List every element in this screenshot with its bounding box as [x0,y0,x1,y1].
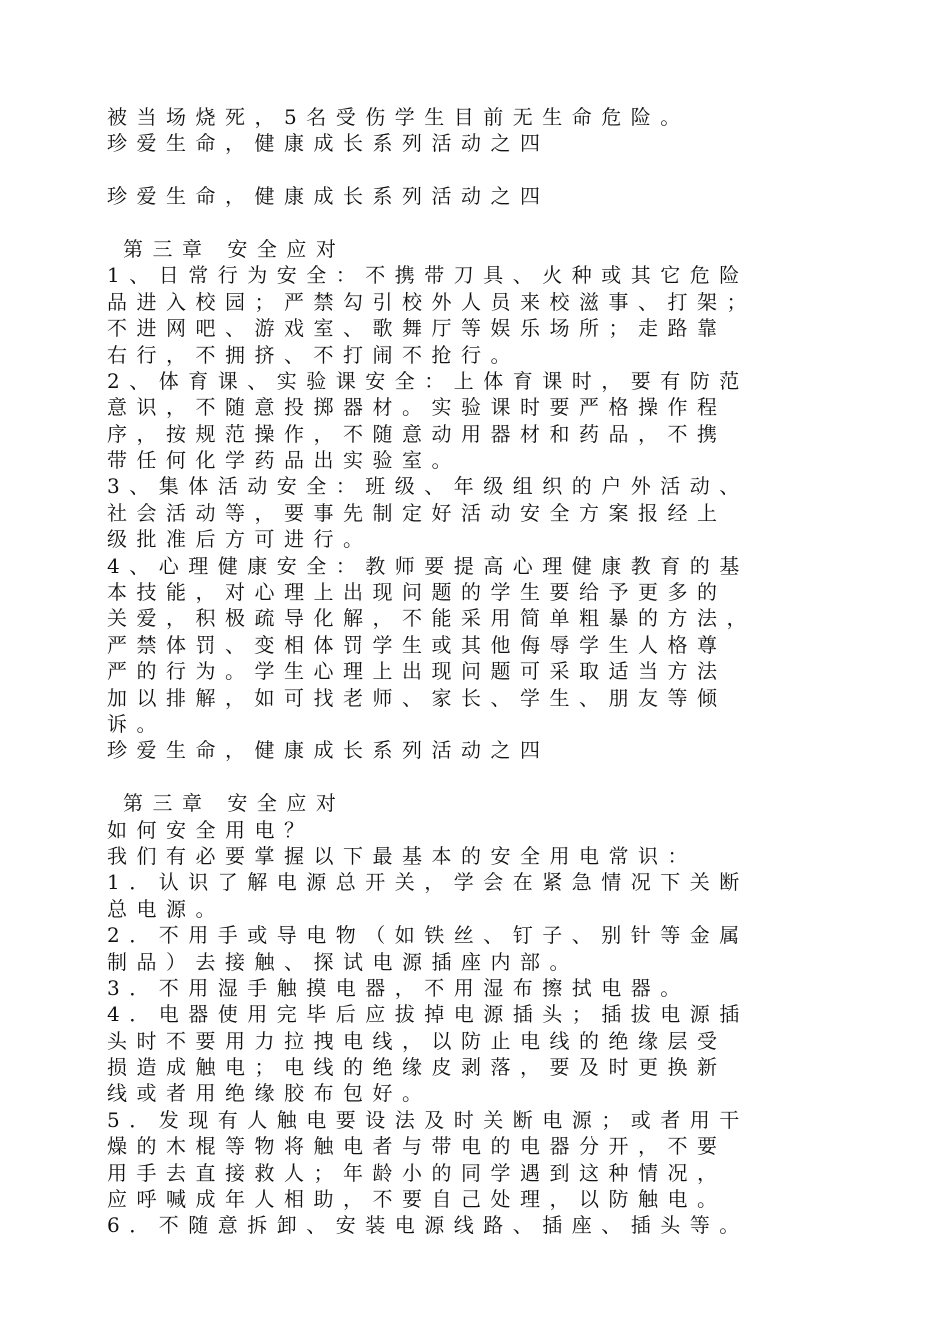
text-line: 应呼喊成年人相助，不要自己处理，以防触电。 [107,1187,727,1212]
text-line: 损造成触电；电线的绝缘皮剥落，要及时更换新 [107,1055,727,1080]
chapter-heading: 第三章 安全应对 [123,236,346,261]
text-line: 3、集体活动安全：班级、年级组织的户外活动、 [107,474,749,499]
blank-line [107,764,837,790]
text-line: 关爱，积极疏导化解，不能采用简单粗暴的方法， [107,606,756,631]
text-line: 用手去直接救人；年龄小的同学遇到这种情况， [107,1160,727,1185]
text-line: 序，按规范操作，不随意动用器材和药品，不携 [107,421,727,446]
text-line: 带任何化学药品出实验室。 [107,448,461,473]
text-line: 1．认识了解电源总开关，学会在紧急情况下关断 [107,870,749,895]
text-line: 4、心理健康安全：教师要提高心理健康教育的基 [107,553,749,578]
blank-line [107,210,837,236]
text-line: 严的行为。学生心理上出现问题可采取适当方法 [107,659,727,684]
text-line: 6．不随意拆卸、安装电源线路、插座、插头等。 [107,1213,749,1238]
text-line: 诉。 [107,711,166,736]
text-line: 总电源。 [107,896,225,921]
text-line: 线或者用绝缘胶布包好。 [107,1081,432,1106]
text-line: 严禁体罚、变相体罚学生或其他侮辱学生人格尊 [107,632,727,657]
text-line: 被当场烧死，5名受伤学生目前无生命危险。 [107,105,690,129]
text-line: 3．不用湿手触摸电器，不用湿布擦拭电器。 [107,975,690,1000]
text-line: 5．发现有人触电要设法及时关断电源；或者用干 [107,1107,749,1132]
series-title: 珍爱生命，健康成长系列活动之四 [107,131,550,156]
text-line: 右行，不拥挤、不打闹不抢行。 [107,342,520,367]
blank-line [107,157,837,183]
text-line: 2．不用手或导电物（如铁丝、钉子、别针等金属 [107,923,749,948]
text-line: 级批准后方可进行。 [107,527,373,552]
section-title: 如何安全用电？ [107,817,314,842]
text-line: 社会活动等，要事先制定好活动安全方案报经上 [107,500,727,525]
text-line: 2、体育课、实验课安全：上体育课时，要有防范 [107,368,749,393]
text-line: 意识，不随意投掷器材。实验课时要严格操作程 [107,395,727,420]
series-title: 珍爱生命，健康成长系列活动之四 [107,738,550,763]
text-line: 本技能，对心理上出现问题的学生要给予更多的 [107,580,727,605]
chapter-heading: 第三章 安全应对 [123,791,346,816]
text-line: 我们有必要掌握以下最基本的安全用电常识： [107,843,697,868]
text-line: 头时不要用力拉拽电线，以防止电线的绝缘层受 [107,1028,727,1053]
text-line: 品进入校园；严禁勾引校外人员来校滋事、打架； [107,289,756,314]
document-body [107,104,837,1239]
text-line: 不进网吧、游戏室、歌舞厅等娱乐场所；走路靠 [107,316,727,341]
text-line: 4．电器使用完毕后应拔掉电源插头；插拔电源插 [107,1002,749,1027]
text-line: 燥的木棍等物将触电者与带电的电器分开，不要 [107,1134,727,1159]
text-line: 加以排解，如可找老师、家长、学生、朋友等倾 [107,685,727,710]
series-title: 珍爱生命，健康成长系列活动之四 [107,184,550,209]
text-line: 1、日常行为安全：不携带刀具、火种或其它危险 [107,263,749,288]
text-line: 制品）去接触、探试电源插座内部。 [107,949,579,974]
